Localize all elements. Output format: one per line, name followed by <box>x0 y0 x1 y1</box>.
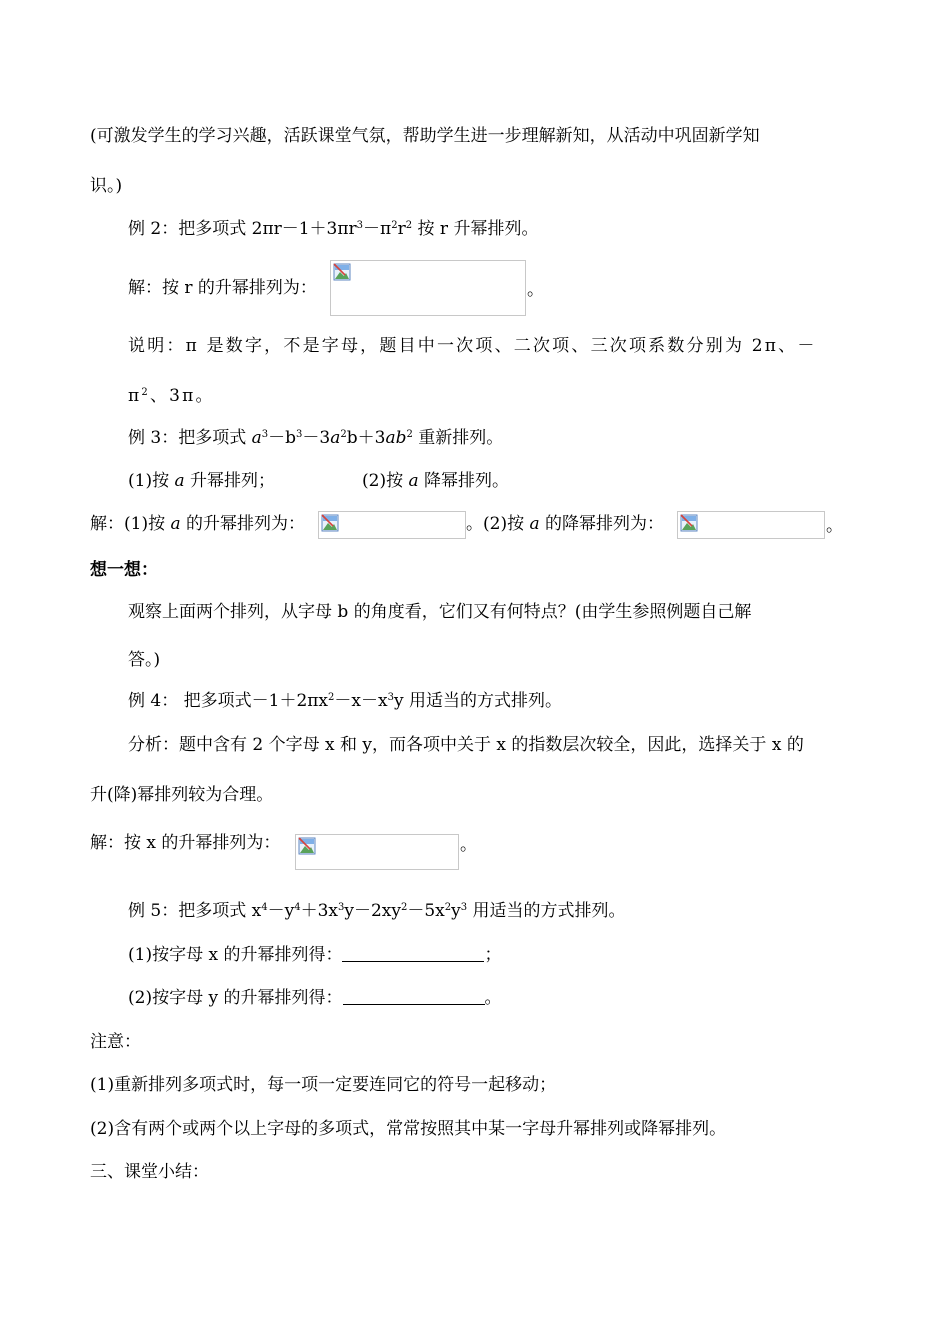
example-4-answer-image <box>295 834 459 870</box>
example-4-question: 例 4： 把多项式$-1+2\pi x^2-x-x^3y$ 用适当的方式排列。 <box>128 691 562 711</box>
example-3-solution-1-label: 解：(1)按 a 的升幂排列为： <box>90 514 306 534</box>
example-4-analysis-line-2: 升(降)幂排列较为合理。 <box>90 785 274 805</box>
example-3-solution-end: 。 <box>826 516 843 536</box>
example-2-note-line-2: $\pi^2$、3π。 <box>128 386 215 406</box>
broken-image-icon <box>333 263 351 281</box>
think-line-2: 答。) <box>128 650 161 670</box>
example-3-part-1: (1)按 a 升幂排列； <box>128 471 276 491</box>
example-3-answer-2-image <box>677 511 825 539</box>
example-2-answer-image <box>330 260 526 316</box>
example-5-part-2: (2)按字母 y 的升幂排列得： 。 <box>128 988 502 1008</box>
example-2-solution-label: 解：按 r 的升幂排列为： <box>128 278 317 298</box>
example-3-part-2: (2)按 a 降幂排列。 <box>362 471 510 491</box>
example-3-question: 例 3：把多项式 $a^3-b^3-3a^2b+3ab^2$ 重新排列。 <box>128 428 504 448</box>
example-4-solution-end: 。 <box>460 835 477 855</box>
broken-image-icon <box>321 514 339 532</box>
example-5-question: 例 5：把多项式 $x^4-y^4+3x^3y-2xy^2-5x^2y^3$ 用适当的方式排列。 <box>128 901 626 921</box>
example-5-blank-1[interactable] <box>342 943 484 962</box>
intro-line-1: (可激发学生的学习兴趣，活跃课堂气氛，帮助学生进一步理解新知，从活动中巩固新学知 <box>90 126 760 146</box>
notice-item-2: (2)含有两个或两个以上字母的多项式，常常按照其中某一字母升幂排列或降幂排列。 <box>90 1119 727 1139</box>
example-4-analysis-line-1: 分析：题中含有 2 个字母 x 和 y，而各项中关于 x 的指数层次较全，因此，选择关于 x 的 <box>128 735 804 755</box>
example-2-question: 例 2：把多项式 $2\pi r-1+3\pi r^3-\pi^2r^2$ 按 r 升幂排列。 <box>128 219 539 239</box>
think-title: 想一想： <box>90 560 158 580</box>
notice-item-1: (1)重新排列多项式时，每一项一定要连同它的符号一起移动； <box>90 1075 557 1095</box>
example-3-solution-2-label: 。(2)按 a 的降幂排列为： <box>466 514 665 534</box>
example-4-solution-label: 解：按 x 的升幂排列为： <box>90 833 281 853</box>
think-line-1: 观察上面两个排列，从字母 b 的角度看，它们又有何特点？(由学生参照例题自己解 <box>128 602 752 622</box>
example-5-part-1: (1)按字母 x 的升幂排列得： ； <box>128 945 502 965</box>
summary-title: 三、课堂小结： <box>90 1162 209 1182</box>
intro-line-2: 识。) <box>90 176 123 196</box>
notice-title: 注意： <box>90 1032 141 1052</box>
example-2-solution-end: 。 <box>527 280 544 300</box>
broken-image-icon <box>680 514 698 532</box>
broken-image-icon <box>298 837 316 855</box>
example-3-answer-1-image <box>318 511 466 539</box>
example-5-blank-2[interactable] <box>343 986 485 1005</box>
example-2-note-line-1: 说明：π 是数字，不是字母，题目中一次项、二次项、三次项系数分别为 2π、－ <box>128 336 817 356</box>
